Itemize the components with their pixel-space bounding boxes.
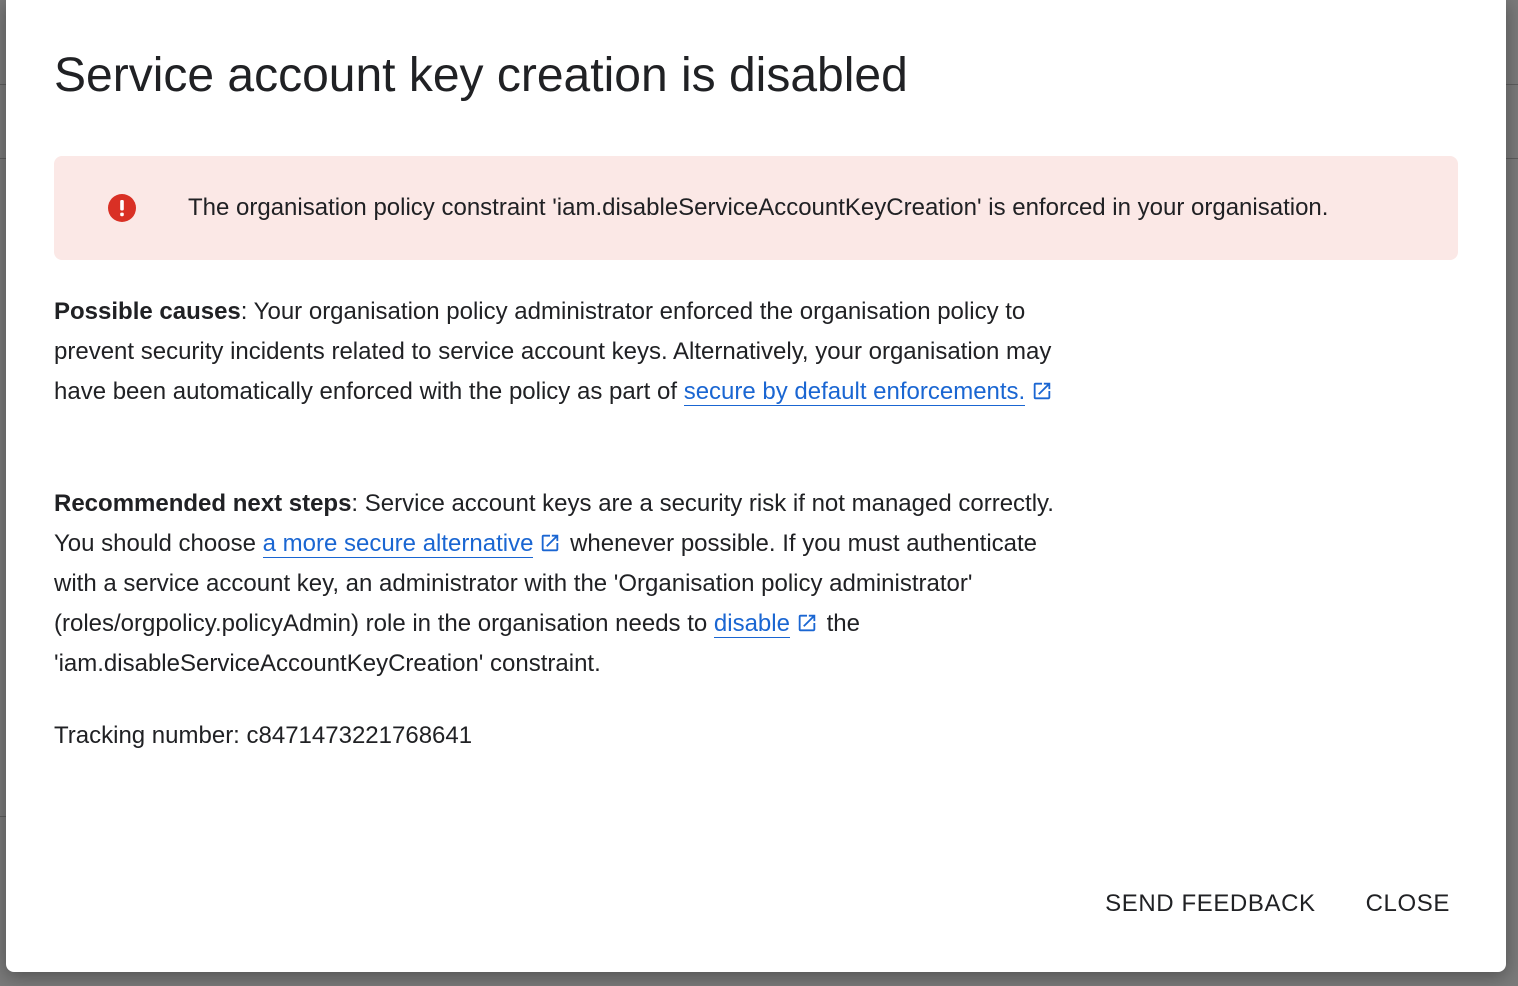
possible-causes-label: Possible causes [54,298,241,325]
recommended-steps-label: Recommended next steps [54,490,352,517]
possible-causes-paragraph [54,292,1084,412]
tracking-number: Tracking number: c8471473221768641 [54,722,473,749]
close-button[interactable]: CLOSE [1350,880,1466,928]
error-alert-banner [54,156,1458,260]
recommended-steps-paragraph [54,484,1084,684]
background-divider [1506,158,1518,159]
external-link-icon[interactable] [539,527,561,549]
secure-alternative-link[interactable]: a more secure alternative [262,530,534,557]
disable-constraint-link[interactable]: disable [713,610,790,637]
recommended-steps-text-3: the 'iam.disableServiceAccountKeyCreation' constraint. [54,610,860,677]
external-link-icon[interactable] [1031,375,1053,397]
dialog-actions [1089,880,1466,928]
background-divider [1506,84,1518,85]
secure-by-default-link[interactable]: secure by default enforcements. [683,378,1026,405]
alert-message: The organisation policy constraint 'iam.disableServiceAccountKeyCreation' is enforced in your organisation. [188,194,1329,221]
send-feedback-button[interactable]: SEND FEEDBACK [1089,880,1332,928]
error-dialog [6,0,1506,972]
recommended-steps-text-1: : Service account keys are a security risk if not managed correctly. You should choose [54,490,1054,557]
dialog-title: Service account key creation is disabled [54,49,908,102]
error-icon [108,194,136,222]
possible-causes-text: : Your organisation policy administrator enforced the organisation policy to prevent security incidents related to service account keys. Alternatively, your organisation may have been automatically enforced with the policy as part of [54,298,1052,405]
external-link-icon[interactable] [796,607,818,629]
recommended-steps-text-2: whenever possible. If you must authenticate with a service account key, an administrator with the 'Organisation policy administrator' (roles/orgpolicy.policyAdmin) role in the organisation needs to [54,530,1038,637]
